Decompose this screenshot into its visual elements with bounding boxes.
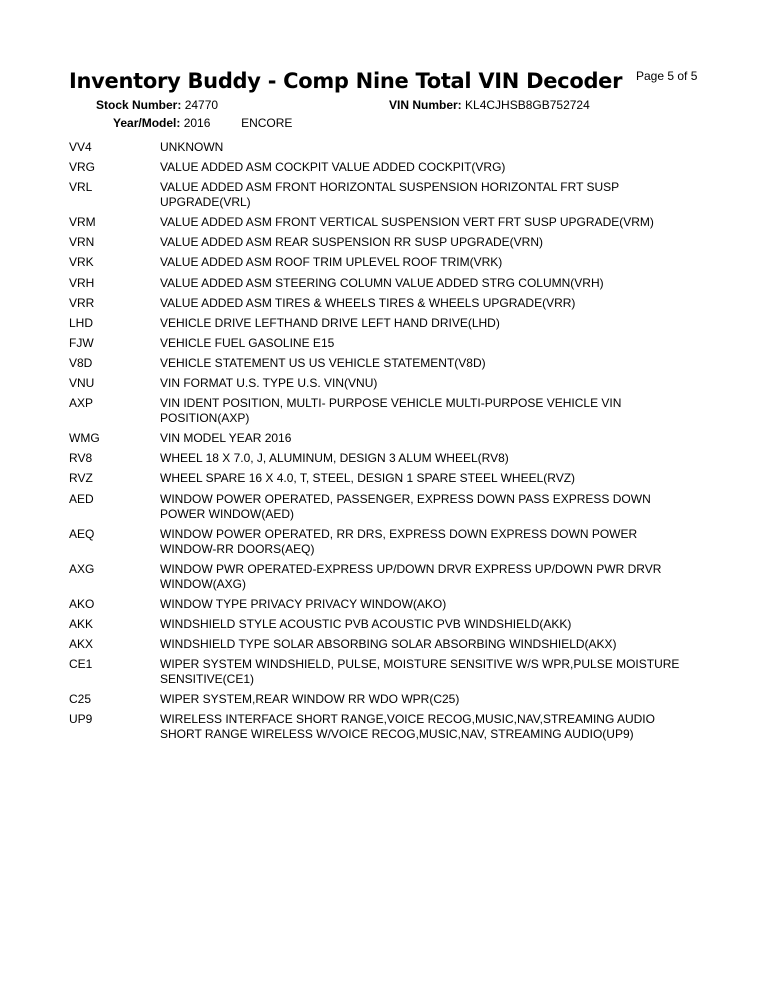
option-code-row xyxy=(69,180,689,210)
option-code: AED xyxy=(69,491,94,506)
option-code: VRL xyxy=(69,180,93,195)
option-description: VALUE ADDED ASM ROOF TRIM UPLEVEL ROOF TRIM(VRK) xyxy=(160,255,503,270)
option-description: WINDOW POWER OPERATED, RR DRS, EXPRESS DOWN EXPRESS DOWN POWER WINDOW-RR DOORS(AEQ) xyxy=(160,526,638,556)
option-code: UP9 xyxy=(69,712,93,727)
option-code-row xyxy=(69,431,689,446)
option-code: RV8 xyxy=(69,451,93,466)
option-code-row xyxy=(69,140,689,155)
option-description: WIPER SYSTEM WINDSHIELD, PULSE, MOISTURE SENSITIVE W/S WPR,PULSE MOISTURE SENSITIVE(CE1) xyxy=(160,657,680,687)
vin-number-value: KL4CJHSB8GB752724 xyxy=(465,98,590,112)
option-code: CE1 xyxy=(69,657,93,672)
option-code-row xyxy=(69,376,689,391)
option-description: UNKNOWN xyxy=(160,140,224,154)
option-code: AEQ xyxy=(69,526,95,541)
option-description: WINDSHIELD STYLE ACOUSTIC PVB ACOUSTIC PVB WINDSHIELD(AKK) xyxy=(160,616,572,631)
page-number: Page 5 of 5 xyxy=(636,69,698,83)
option-code: AKX xyxy=(69,636,94,651)
option-code: VRH xyxy=(69,275,95,290)
option-code-row xyxy=(69,471,689,486)
option-code: FJW xyxy=(69,335,94,350)
option-code: VNU xyxy=(69,376,95,391)
option-code: VRG xyxy=(69,160,96,175)
vin-number xyxy=(389,98,590,112)
option-code-row xyxy=(69,235,689,250)
stock-number-label: Stock Number: xyxy=(96,98,182,112)
option-code-row xyxy=(69,597,689,612)
option-code: VRM xyxy=(69,215,96,230)
option-description: WIRELESS INTERFACE SHORT RANGE,VOICE RECOG,MUSIC,NAV,STREAMING AUDIO SHORT RANGE WIRELESS W/VOICE RECOG,MUSIC,NAV, STREAMING AUDIO(UP9) xyxy=(160,712,655,742)
option-description: VALUE ADDED ASM FRONT VERTICAL SUSPENSION VERT FRT SUSP UPGRADE(VRM) xyxy=(160,215,654,230)
vin-number-label: VIN Number: xyxy=(389,98,462,112)
option-code-row xyxy=(69,396,689,426)
option-description: VIN IDENT POSITION, MULTI- PURPOSE VEHICLE MULTI-PURPOSE VEHICLE VIN POSITION(AXP) xyxy=(160,396,622,426)
option-code-row xyxy=(69,527,689,557)
option-code: LHD xyxy=(69,315,94,330)
option-description: WHEEL 18 X 7.0, J, ALUMINUM, DESIGN 3 ALUM WHEEL(RV8) xyxy=(160,451,509,466)
option-code-row xyxy=(69,160,689,175)
option-code: AKK xyxy=(69,616,94,631)
option-code: VRN xyxy=(69,235,95,250)
option-description: VIN FORMAT U.S. TYPE U.S. VIN(VNU) xyxy=(160,376,378,391)
option-description: VIN MODEL YEAR 2016 xyxy=(160,431,292,446)
option-code: VV4 xyxy=(69,140,92,154)
option-code: V8D xyxy=(69,355,93,370)
year-model xyxy=(113,116,292,130)
option-description: VEHICLE STATEMENT US US VEHICLE STATEMENT(V8D) xyxy=(160,355,486,370)
option-description: VALUE ADDED ASM COCKPIT VALUE ADDED COCKPIT(VRG) xyxy=(160,160,506,175)
option-code-row xyxy=(69,712,689,742)
page-title: Inventory Buddy - Comp Nine Total VIN Decoder xyxy=(69,69,623,93)
option-code: C25 xyxy=(69,692,92,707)
option-description: WHEEL SPARE 16 X 4.0, T, STEEL, DESIGN 1 SPARE STEEL WHEEL(RVZ) xyxy=(160,471,576,486)
option-description: WINDOW TYPE PRIVACY PRIVACY WINDOW(AKO) xyxy=(160,596,447,611)
option-code-row xyxy=(69,255,689,270)
option-code: AXG xyxy=(69,561,95,576)
option-code-row xyxy=(69,356,689,371)
option-code: VRK xyxy=(69,255,94,270)
option-code-row xyxy=(69,215,689,230)
option-description: VALUE ADDED ASM FRONT HORIZONTAL SUSPENSION HORIZONTAL FRT SUSP UPGRADE(VRL) xyxy=(160,180,619,210)
option-description: VALUE ADDED ASM TIRES & WHEELS TIRES & WHEELS UPGRADE(VRR) xyxy=(160,295,576,310)
option-code-row xyxy=(69,657,689,687)
option-code-row xyxy=(69,492,689,522)
option-description: WINDSHIELD TYPE SOLAR ABSORBING SOLAR ABSORBING WINDSHIELD(AKX) xyxy=(160,636,617,651)
option-description: WINDOW PWR OPERATED-EXPRESS UP/DOWN DRVR EXPRESS UP/DOWN PWR DRVR WINDOW(AXG) xyxy=(160,561,662,591)
option-code: AXP xyxy=(69,396,94,411)
option-code-row xyxy=(69,296,689,311)
year-value: 2016 xyxy=(183,116,211,130)
option-description: VALUE ADDED ASM REAR SUSPENSION RR SUSP UPGRADE(VRN) xyxy=(160,235,543,250)
option-code-list xyxy=(69,140,689,747)
option-code: AKO xyxy=(69,596,95,611)
option-description: WIPER SYSTEM,REAR WINDOW RR WDO WPR(C25) xyxy=(160,692,460,707)
option-description: VALUE ADDED ASM STEERING COLUMN VALUE ADDED STRG COLUMN(VRH) xyxy=(160,275,604,290)
option-description: VEHICLE FUEL GASOLINE E15 xyxy=(160,335,335,350)
option-code: RVZ xyxy=(69,471,93,486)
option-code-row xyxy=(69,451,689,466)
option-code-row xyxy=(69,276,689,291)
stock-number-value: 24770 xyxy=(184,98,219,112)
model-value: ENCORE xyxy=(241,116,293,130)
option-code-row xyxy=(69,637,689,652)
stock-number xyxy=(96,98,218,112)
option-description: WINDOW POWER OPERATED, PASSENGER, EXPRESS DOWN PASS EXPRESS DOWN POWER WINDOW(AED) xyxy=(160,491,651,521)
option-code-row xyxy=(69,336,689,351)
option-code-row xyxy=(69,617,689,632)
option-code-row xyxy=(69,692,689,707)
option-description: VEHICLE DRIVE LEFTHAND DRIVE LEFT HAND DRIVE(LHD) xyxy=(160,315,500,330)
option-code: WMG xyxy=(69,431,100,446)
option-code-row xyxy=(69,316,689,331)
year-model-label: Year/Model: xyxy=(113,116,181,130)
option-code-row xyxy=(69,562,689,592)
option-code: VRR xyxy=(69,295,95,310)
